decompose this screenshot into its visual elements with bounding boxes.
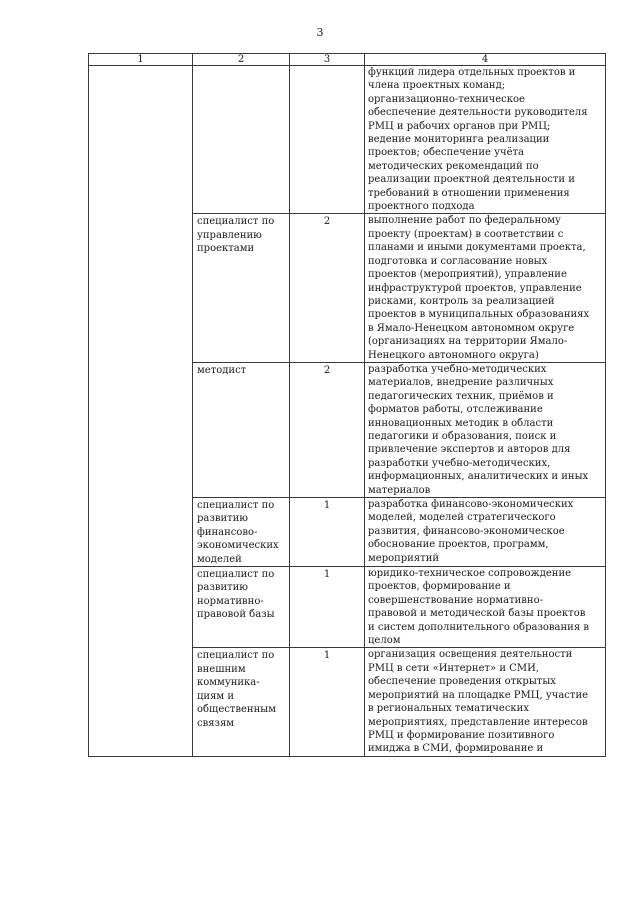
duties-cell [365, 498, 606, 567]
duty-line: организационно-техническое [368, 93, 525, 105]
duty-line: мероприятиях, представление интересов [368, 716, 588, 728]
position-line: развитию [197, 582, 249, 594]
position-cell [193, 362, 290, 497]
position-line: нормативно- [197, 595, 264, 607]
duty-line: моделей, моделей стратегического [368, 512, 556, 524]
duty-line: разработка учебно-методических [368, 363, 547, 375]
duty-line: выполнение работ по федеральному [368, 215, 561, 227]
position-line: специалист по [197, 650, 275, 662]
duty-line: целом [368, 635, 401, 647]
duty-line: проектного подхода [368, 201, 475, 213]
column-header-1: 1 [89, 54, 193, 66]
position-cell [193, 498, 290, 567]
duty-line: развития, финансово-экономическое [368, 525, 565, 537]
merged-first-column-cell [89, 66, 193, 757]
position-line: методист [197, 364, 247, 376]
position-cell [193, 567, 290, 648]
duty-line: (организациях на территории Ямало- [368, 336, 568, 348]
duty-line: проекту (проектам) в соответствии с [368, 228, 564, 240]
duty-line: имиджа в СМИ, формирование и [368, 743, 544, 755]
duty-line: проектов в муниципальных образованиях [368, 309, 590, 321]
duty-line: проектов, формирование и [368, 581, 511, 593]
duty-line: инновационных методик в области [368, 417, 554, 429]
duty-line: РМЦ и рабочих органов при РМЦ; [368, 120, 551, 132]
column-header-3: 3 [290, 54, 365, 66]
duty-line: рисками, контроль за реализацией [368, 295, 555, 307]
duty-line: требований в отношении применения [368, 187, 570, 199]
count-cell: 1 [290, 498, 365, 567]
duty-line: обеспечение проведения открытых [368, 676, 556, 688]
page-number: 3 [316, 26, 324, 39]
duties-cell [365, 214, 606, 362]
position-line: экономических [197, 540, 279, 552]
position-line: коммуника- [197, 677, 260, 689]
duty-line: материалов [368, 484, 431, 496]
duty-line: в Ямало-Ненецком автономном округе [368, 322, 575, 334]
duty-line: РМЦ и формирование позитивного [368, 729, 555, 741]
position-line: специалист по [197, 500, 275, 511]
position-line: специалист по [197, 569, 275, 581]
duties-cell [365, 66, 606, 214]
duty-line: в региональных тематических [368, 703, 529, 715]
count-cell: 1 [290, 648, 365, 756]
position-line: моделей [197, 553, 242, 565]
position-line: финансово- [197, 526, 258, 538]
duties-cell [365, 648, 606, 756]
table-row-continuation [89, 66, 606, 214]
duty-line: проектов (мероприятий), управление [368, 269, 567, 281]
duty-line: привлечение экспертов и авторов для [368, 444, 571, 456]
position-line: проектами [197, 243, 255, 255]
duty-line: юридико-техническое сопровождение [368, 568, 572, 580]
duty-line: разработки учебно-методических, [368, 457, 551, 469]
duty-line: функций лидера отдельных проектов и [368, 67, 576, 78]
duty-line: ведение мониторинга реализации [368, 134, 550, 146]
position-cell [193, 214, 290, 362]
position-line: управлению [197, 229, 262, 241]
column-header-2: 2 [193, 54, 290, 66]
position-cell [193, 648, 290, 756]
duty-line: инфраструктурой проектов, управление [368, 282, 582, 294]
duty-line: подготовка и согласование новых [368, 255, 548, 267]
duty-line: проектов; обеспечение учёта [368, 147, 524, 159]
duty-line: и систем дополнительного образования в [368, 621, 589, 633]
duty-line: форматов работы, отслеживание [368, 404, 543, 416]
duty-line: материалов, внедрение различных [368, 377, 554, 389]
position-line: общественным [197, 704, 277, 716]
column-header-4: 4 [365, 54, 606, 66]
duty-line: организация освещения деятельности [368, 649, 573, 661]
position-line: правовой базы [197, 609, 275, 621]
position-line: связям [197, 717, 235, 729]
count-cell: 2 [290, 362, 365, 497]
duty-line: разработка финансово-экономических [368, 499, 574, 510]
duty-line: РМЦ в сети «Интернет» и СМИ, [368, 662, 539, 674]
count-cell [290, 66, 365, 214]
duty-line: обоснование проектов, программ, [368, 539, 549, 551]
duty-line: правовой и методической базы проектов [368, 608, 586, 620]
position-line: внешним [197, 663, 246, 675]
count-cell: 2 [290, 214, 365, 362]
duties-cell [365, 567, 606, 648]
duty-line: мероприятий на площадке РМЦ, участие [368, 689, 589, 701]
duty-line: педагогики и образования, поиск и [368, 430, 557, 442]
duty-line: обеспечение деятельности руководителя [368, 107, 588, 119]
duty-line: методических рекомендаций по [368, 160, 539, 172]
duty-line: планами и иными документами проекта, [368, 242, 586, 254]
position-line: циям и [197, 690, 235, 702]
staff-duties-table [88, 53, 606, 757]
duties-cell [365, 362, 606, 497]
position-line: специалист по [197, 216, 275, 228]
duty-line: педагогических техник, приёмов и [368, 390, 554, 402]
duty-line: члена проектных команд; [368, 80, 506, 92]
duty-line: реализации проектной деятельности и [368, 174, 575, 186]
duty-line: мероприятий [368, 552, 440, 564]
duty-line: информационных, аналитических и иных [368, 471, 589, 483]
count-cell: 1 [290, 567, 365, 648]
table-header-row [89, 54, 606, 66]
duty-line: Ненецкого автономного округа) [368, 349, 539, 361]
position-line: развитию [197, 513, 249, 525]
duty-line: совершенствование нормативно- [368, 594, 543, 606]
position-cell [193, 66, 290, 214]
